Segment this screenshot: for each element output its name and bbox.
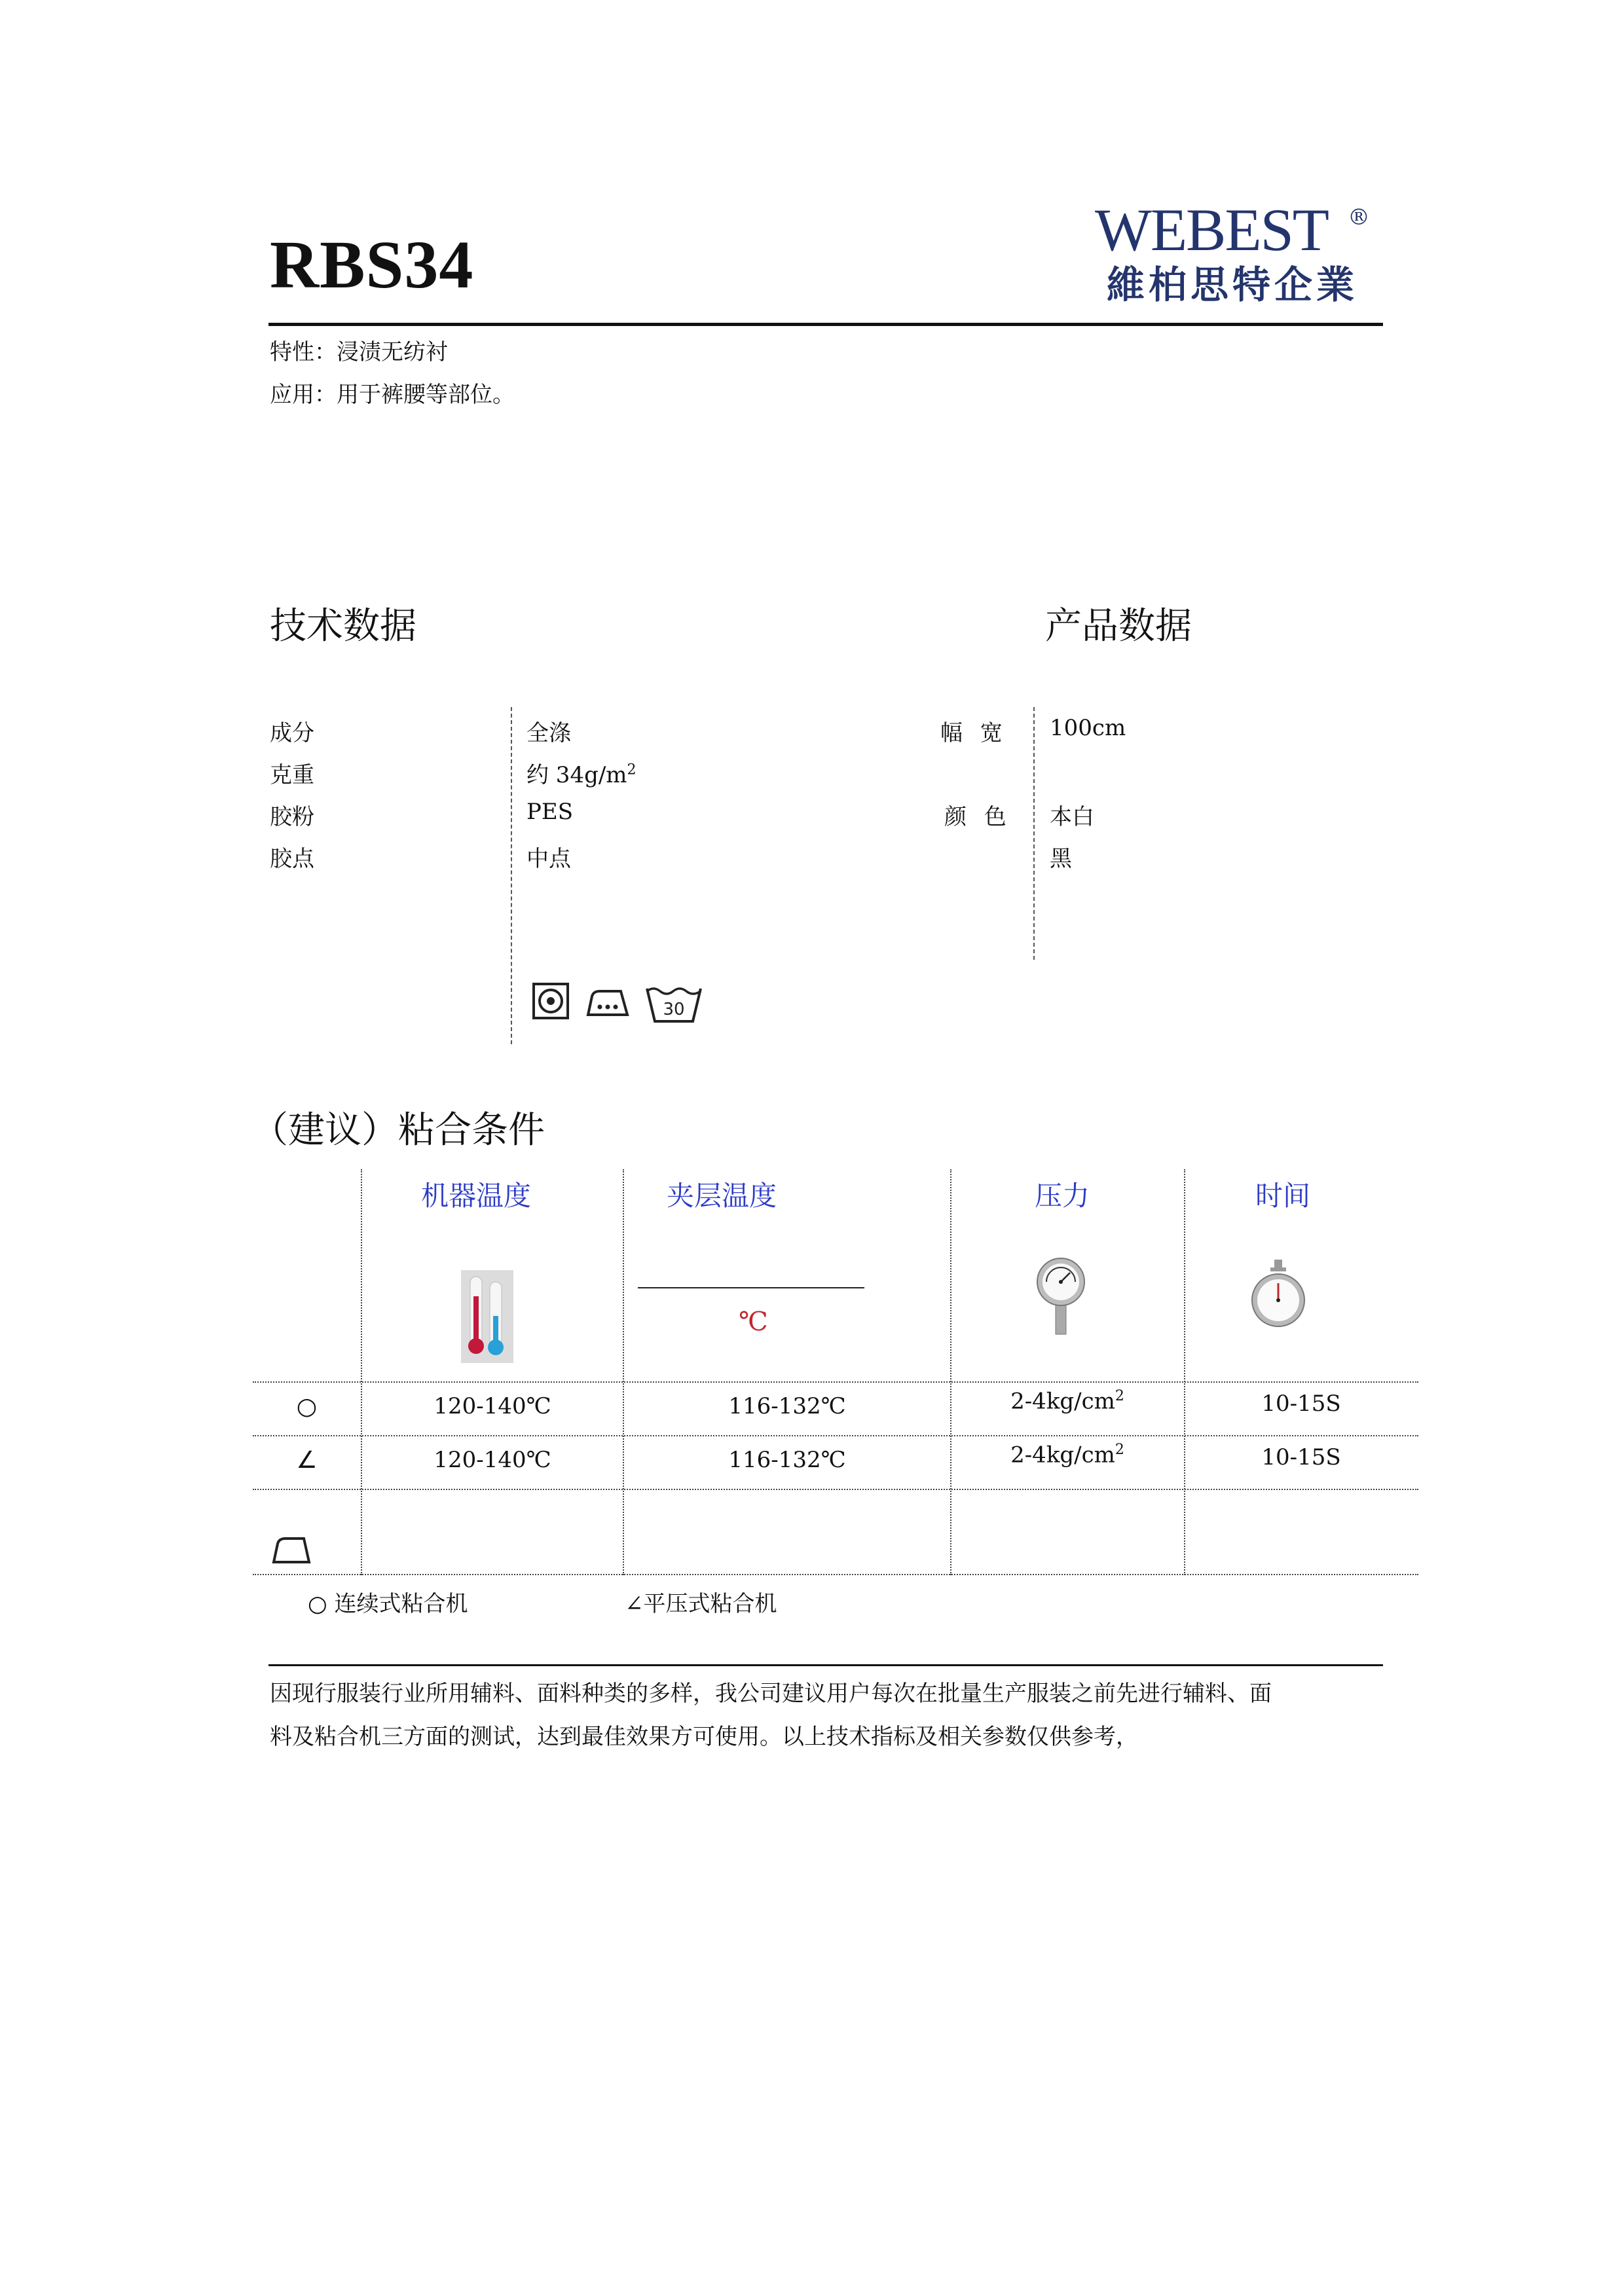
header-rule	[268, 323, 1383, 326]
grid-hline-1	[253, 1381, 1418, 1383]
grid-hline-3	[253, 1489, 1418, 1490]
tech-label-composition: 成分	[270, 720, 314, 746]
thermometer-icon	[461, 1270, 513, 1363]
product-color-value-2: 黑	[1050, 846, 1072, 872]
tech-value-adhesive: PES	[526, 799, 573, 825]
product-width-value: 100cm	[1050, 715, 1126, 741]
registered-mark: ®	[1348, 204, 1370, 230]
disclaimer-line-1: 因现行服装行业所用辅料、面料种类的多样，我公司建议用户每次在批量生产服装之前先进行辅料、面	[270, 1681, 1272, 1707]
tech-value-dot: 中点	[526, 846, 571, 872]
row-1-machine-temp: 120-140℃	[434, 1393, 551, 1419]
pressure-gauge-icon	[1036, 1256, 1086, 1338]
row-2-pressure: $2-4kg/cm^2$	[1010, 1442, 1124, 1468]
bonding-heading: （建议）粘合条件	[251, 1109, 545, 1152]
row-2-machine-temp: 120-140℃	[434, 1447, 551, 1473]
brand-logo-text: WEBEST	[1095, 196, 1328, 263]
product-color-value-1: 本白	[1050, 804, 1094, 830]
grid-vline-3	[950, 1169, 951, 1575]
grid-vline-4	[1184, 1169, 1185, 1575]
col-layer-temp: 夹层温度	[666, 1180, 777, 1212]
disclaimer-line-2: 料及粘合机三方面的测试，达到最佳效果方可使用。以上技术指标及相关参数仅供参考，	[270, 1724, 1138, 1750]
iron-icon	[585, 986, 630, 1017]
tech-divider	[511, 707, 512, 1044]
legend-continuous: ○ 连续式粘合机	[308, 1591, 468, 1617]
row-1-symbol: ○	[296, 1393, 318, 1420]
hand-iron-icon	[271, 1535, 312, 1565]
tech-label-adhesive: 胶粉	[270, 804, 314, 830]
product-data-heading: 产品数据	[1045, 605, 1192, 647]
tech-value-composition: 全涤	[526, 720, 571, 746]
product-color-label: 颜 色	[944, 804, 1012, 830]
grid-hline-4	[253, 1574, 1418, 1575]
dry-clean-circle-icon	[532, 982, 570, 1020]
application-text: 应用：用于裤腰等部位。	[270, 382, 515, 408]
tech-value-weight: 约 $34g/m^2$	[526, 761, 637, 788]
col-time: 时间	[1255, 1180, 1310, 1212]
brand-logo-chinese: 維柏思特企業	[1107, 263, 1359, 307]
grid-hline-2	[253, 1435, 1418, 1436]
row-1-time: 10-15S	[1261, 1391, 1341, 1417]
col-machine-temp: 机器温度	[420, 1180, 531, 1212]
row-2-symbol: ∠	[296, 1447, 318, 1474]
legend-flat: ∠平压式粘合机	[625, 1591, 777, 1617]
product-width-label: 幅 宽	[940, 720, 1008, 746]
layer-temp-unit: ℃	[739, 1307, 768, 1337]
svg-text:30: 30	[663, 1000, 685, 1019]
stopwatch-icon	[1251, 1260, 1306, 1332]
row-2-layer-temp: 116-132℃	[728, 1447, 846, 1473]
product-divider	[1033, 707, 1035, 960]
tech-label-dot: 胶点	[270, 846, 314, 872]
row-2-time: 10-15S	[1261, 1444, 1341, 1470]
layer-temp-blank-line	[638, 1287, 864, 1288]
grid-vline-2	[623, 1169, 624, 1575]
disclaimer-rule	[268, 1664, 1383, 1666]
product-title: RBS34	[270, 227, 474, 302]
tech-label-weight: 克重	[270, 762, 314, 788]
row-1-layer-temp: 116-132℃	[728, 1393, 846, 1419]
col-pressure: 压力	[1034, 1180, 1090, 1212]
tech-data-heading: 技术数据	[270, 605, 416, 647]
row-1-pressure: $2-4kg/cm^2$	[1010, 1388, 1124, 1415]
grid-vline-1	[361, 1169, 362, 1575]
feature-text: 特性：浸渍无纺衬	[270, 339, 448, 365]
wash-30-icon	[644, 982, 703, 1024]
